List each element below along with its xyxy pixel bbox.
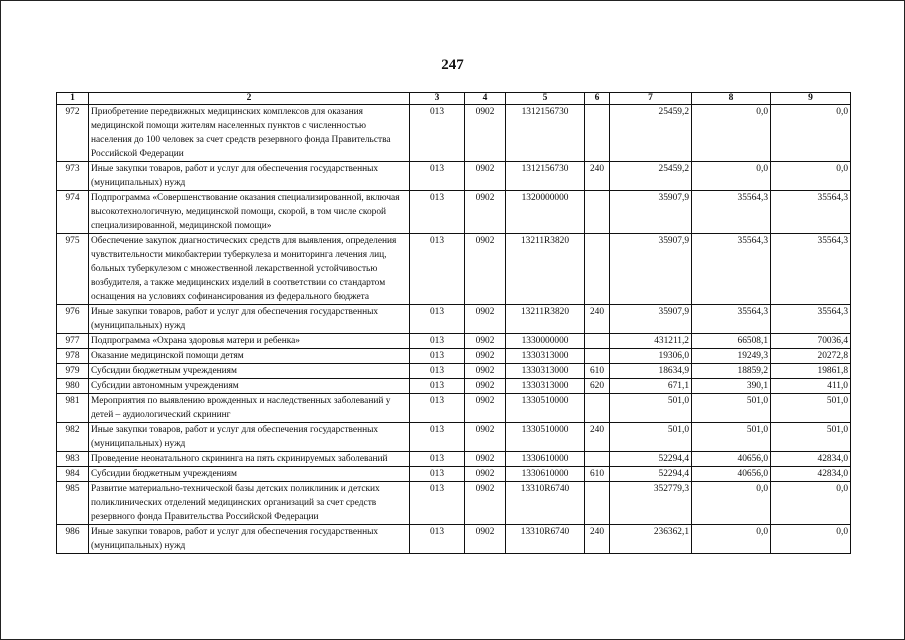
section-code: 0902 <box>465 452 506 467</box>
target-article-code: 1330610000 <box>506 452 585 467</box>
table-row <box>57 525 851 554</box>
section-code: 0902 <box>465 305 506 334</box>
table-row <box>57 334 851 349</box>
section-code: 0902 <box>465 379 506 394</box>
amount-year-1: 501,0 <box>610 423 692 452</box>
section-code: 0902 <box>465 162 506 191</box>
target-article-code: 1330610000 <box>506 467 585 482</box>
table-row <box>57 305 851 334</box>
amount-year-2: 35564,3 <box>692 305 771 334</box>
amount-year-3: 0,0 <box>771 482 851 525</box>
row-number: 981 <box>57 394 89 423</box>
ministry-code: 013 <box>410 349 465 364</box>
expense-type-code <box>585 394 610 423</box>
column-header: 2 <box>89 93 410 105</box>
section-code: 0902 <box>465 105 506 162</box>
amount-year-3: 35564,3 <box>771 191 851 234</box>
amount-year-2: 0,0 <box>692 105 771 162</box>
table-row <box>57 364 851 379</box>
row-number: 985 <box>57 482 89 525</box>
table-row <box>57 394 851 423</box>
amount-year-2: 35564,3 <box>692 191 771 234</box>
table-row <box>57 482 851 525</box>
column-header: 6 <box>585 93 610 105</box>
amount-year-1: 501,0 <box>610 394 692 423</box>
ministry-code: 013 <box>410 162 465 191</box>
amount-year-1: 18634,9 <box>610 364 692 379</box>
target-article-code: 1330000000 <box>506 334 585 349</box>
table-row <box>57 162 851 191</box>
row-name: Оказание медицинской помощи детям <box>89 349 410 364</box>
amount-year-2: 66508,1 <box>692 334 771 349</box>
expense-type-code: 240 <box>585 525 610 554</box>
section-code: 0902 <box>465 467 506 482</box>
target-article-code: 1330510000 <box>506 394 585 423</box>
row-name: Субсидии бюджетным учреждениям <box>89 364 410 379</box>
column-header: 7 <box>610 93 692 105</box>
row-number: 986 <box>57 525 89 554</box>
section-code: 0902 <box>465 482 506 525</box>
row-number: 978 <box>57 349 89 364</box>
section-code: 0902 <box>465 423 506 452</box>
amount-year-1: 25459,2 <box>610 162 692 191</box>
amount-year-3: 0,0 <box>771 162 851 191</box>
amount-year-3: 501,0 <box>771 394 851 423</box>
amount-year-3: 19861,8 <box>771 364 851 379</box>
amount-year-3: 42834,0 <box>771 467 851 482</box>
expense-type-code <box>585 105 610 162</box>
ministry-code: 013 <box>410 525 465 554</box>
amount-year-1: 25459,2 <box>610 105 692 162</box>
expense-type-code <box>585 191 610 234</box>
amount-year-1: 19306,0 <box>610 349 692 364</box>
row-number: 983 <box>57 452 89 467</box>
row-name: Проведение неонатального скрининга на пять скринируемых заболеваний <box>89 452 410 467</box>
target-article-code: 1312156730 <box>506 105 585 162</box>
budget-table <box>56 92 851 554</box>
column-header: 3 <box>410 93 465 105</box>
ministry-code: 013 <box>410 482 465 525</box>
amount-year-2: 501,0 <box>692 423 771 452</box>
ministry-code: 013 <box>410 191 465 234</box>
ministry-code: 013 <box>410 305 465 334</box>
section-code: 0902 <box>465 364 506 379</box>
amount-year-1: 431211,2 <box>610 334 692 349</box>
row-number: 980 <box>57 379 89 394</box>
row-name: Иные закупки товаров, работ и услуг для обеспечения государственных (муниципальных) нужд <box>89 162 410 191</box>
amount-year-2: 40656,0 <box>692 452 771 467</box>
table-row <box>57 349 851 364</box>
ministry-code: 013 <box>410 452 465 467</box>
ministry-code: 013 <box>410 394 465 423</box>
amount-year-1: 671,1 <box>610 379 692 394</box>
row-name: Иные закупки товаров, работ и услуг для обеспечения государственных (муниципальных) нужд <box>89 525 410 554</box>
target-article-code: 13211R3820 <box>506 305 585 334</box>
section-code: 0902 <box>465 349 506 364</box>
target-article-code: 13310R6740 <box>506 525 585 554</box>
row-number: 974 <box>57 191 89 234</box>
amount-year-3: 501,0 <box>771 423 851 452</box>
row-number: 972 <box>57 105 89 162</box>
amount-year-2: 40656,0 <box>692 467 771 482</box>
row-name: Мероприятия по выявлению врожденных и наследственных заболеваний у детей – аудиологический скрининг <box>89 394 410 423</box>
expense-type-code <box>585 334 610 349</box>
amount-year-2: 390,1 <box>692 379 771 394</box>
table-row <box>57 379 851 394</box>
expense-type-code: 240 <box>585 305 610 334</box>
section-code: 0902 <box>465 525 506 554</box>
amount-year-2: 19249,3 <box>692 349 771 364</box>
row-name: Приобретение передвижных медицинских комплексов для оказания медицинской помощи жителям населенных пунктов с численностью населения до 100 человек за счет средств резервного фонда Правительства Российской Федерации <box>89 105 410 162</box>
row-number: 976 <box>57 305 89 334</box>
amount-year-1: 35907,9 <box>610 191 692 234</box>
header-row <box>57 93 851 105</box>
section-code: 0902 <box>465 334 506 349</box>
expense-type-code: 610 <box>585 364 610 379</box>
row-number: 984 <box>57 467 89 482</box>
amount-year-1: 236362,1 <box>610 525 692 554</box>
table-row <box>57 467 851 482</box>
ministry-code: 013 <box>410 105 465 162</box>
target-article-code: 1330313000 <box>506 379 585 394</box>
amount-year-3: 42834,0 <box>771 452 851 467</box>
amount-year-2: 0,0 <box>692 525 771 554</box>
table-row <box>57 191 851 234</box>
column-header: 4 <box>465 93 506 105</box>
amount-year-2: 501,0 <box>692 394 771 423</box>
expense-type-code <box>585 349 610 364</box>
expense-type-code <box>585 452 610 467</box>
amount-year-2: 0,0 <box>692 482 771 525</box>
row-name: Развитие материально-технической базы детских поликлиник и детских поликлинических отделений медицинских организаций за счет средств резервного фонда Правительства Российской Федерации <box>89 482 410 525</box>
column-header: 8 <box>692 93 771 105</box>
expense-type-code <box>585 234 610 305</box>
target-article-code: 13310R6740 <box>506 482 585 525</box>
amount-year-1: 35907,9 <box>610 234 692 305</box>
target-article-code: 1330313000 <box>506 364 585 379</box>
target-article-code: 1330313000 <box>506 349 585 364</box>
expense-type-code: 620 <box>585 379 610 394</box>
row-name: Субсидии бюджетным учреждениям <box>89 467 410 482</box>
amount-year-1: 52294,4 <box>610 452 692 467</box>
row-name: Обеспечение закупок диагностических средств для выявления, определения чувствительности микобактерии туберкулеза и мониторинга лечения лиц, больных туберкулезом с множественной лекарственной устойчивостью возбудителя, а также медицинских изделий в соответствии со стандартом оснащения на условиях софинансирования из федерального бюджета <box>89 234 410 305</box>
row-number: 973 <box>57 162 89 191</box>
row-name: Подпрограмма «Совершенствование оказания специализированной, включая высокотехнологичную, медицинской помощи, скорой, в том числе скорой специализированной, медицинской помощи» <box>89 191 410 234</box>
table-row <box>57 423 851 452</box>
expense-type-code: 240 <box>585 162 610 191</box>
ministry-code: 013 <box>410 234 465 305</box>
row-name: Подпрограмма «Охрана здоровья матери и ребенка» <box>89 334 410 349</box>
target-article-code: 13211R3820 <box>506 234 585 305</box>
table-row <box>57 452 851 467</box>
amount-year-2: 18859,2 <box>692 364 771 379</box>
amount-year-2: 35564,3 <box>692 234 771 305</box>
ministry-code: 013 <box>410 334 465 349</box>
amount-year-1: 35907,9 <box>610 305 692 334</box>
target-article-code: 1320000000 <box>506 191 585 234</box>
row-number: 975 <box>57 234 89 305</box>
amount-year-1: 52294,4 <box>610 467 692 482</box>
ministry-code: 013 <box>410 423 465 452</box>
amount-year-3: 0,0 <box>771 525 851 554</box>
page-number: 247 <box>441 57 464 73</box>
section-code: 0902 <box>465 234 506 305</box>
row-number: 982 <box>57 423 89 452</box>
row-name: Иные закупки товаров, работ и услуг для обеспечения государственных (муниципальных) нужд <box>89 305 410 334</box>
column-header: 1 <box>57 93 89 105</box>
amount-year-3: 35564,3 <box>771 234 851 305</box>
amount-year-1: 352779,3 <box>610 482 692 525</box>
amount-year-3: 20272,8 <box>771 349 851 364</box>
target-article-code: 1330510000 <box>506 423 585 452</box>
amount-year-3: 35564,3 <box>771 305 851 334</box>
row-name: Субсидии автономным учреждениям <box>89 379 410 394</box>
section-code: 0902 <box>465 394 506 423</box>
ministry-code: 013 <box>410 379 465 394</box>
expense-type-code <box>585 482 610 525</box>
table-row <box>57 234 851 305</box>
table-row <box>57 105 851 162</box>
column-header: 9 <box>771 93 851 105</box>
row-name: Иные закупки товаров, работ и услуг для обеспечения государственных (муниципальных) нужд <box>89 423 410 452</box>
ministry-code: 013 <box>410 467 465 482</box>
amount-year-3: 0,0 <box>771 105 851 162</box>
column-header: 5 <box>506 93 585 105</box>
target-article-code: 1312156730 <box>506 162 585 191</box>
amount-year-3: 70036,4 <box>771 334 851 349</box>
expense-type-code: 610 <box>585 467 610 482</box>
expense-type-code: 240 <box>585 423 610 452</box>
amount-year-3: 411,0 <box>771 379 851 394</box>
amount-year-2: 0,0 <box>692 162 771 191</box>
ministry-code: 013 <box>410 364 465 379</box>
row-number: 979 <box>57 364 89 379</box>
section-code: 0902 <box>465 191 506 234</box>
row-number: 977 <box>57 334 89 349</box>
